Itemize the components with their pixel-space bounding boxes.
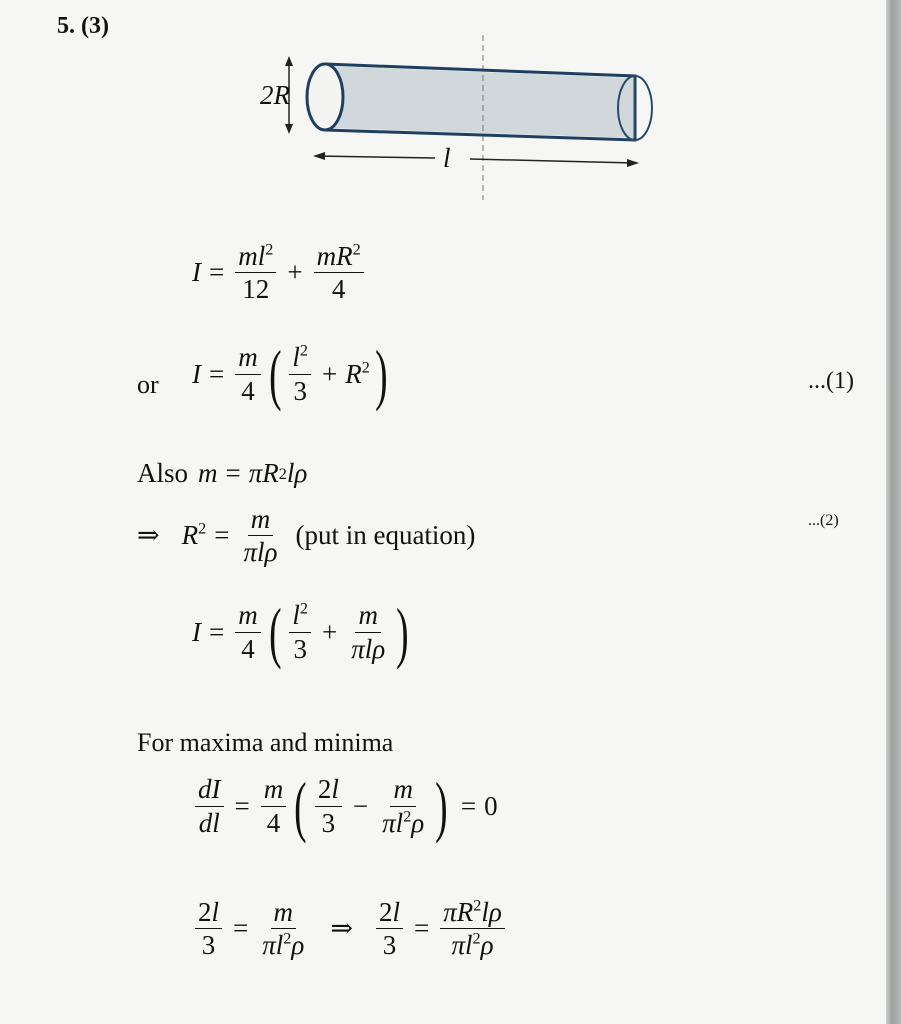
problem-number: 5. (3)	[57, 13, 109, 39]
page-edge-shadow	[886, 0, 901, 1024]
cylinder-left-end	[307, 64, 343, 130]
cylinder-figure	[255, 30, 675, 205]
equation-1: I = $\frac{m}{4}$ ( $\frac{l^2}{3}$ + $R^2$ )	[192, 336, 388, 412]
or-label: or	[137, 370, 159, 399]
equation-final: $\frac{2l}{3}$ = $\frac{m}{\pi l^2\rho}$ ⇒ $\frac{2l}{3}$ = $\frac{\pi R^2l\rho}{\pi l^2\rho}$	[192, 898, 508, 960]
equation-2: ⇒ $R^2$ = $\frac{m}{\text{πlρ}}$ (put in equation)	[137, 504, 476, 568]
equation-derivative: $\frac{dI}{dl}$ = $\frac{m}{4}$ ( $\frac{2l}{3}$ − $\frac{m}{\pi l^2\rho}$ ) = 0	[192, 772, 498, 840]
equation-tag-2: ...(2)	[808, 512, 839, 529]
equation-moment-of-inertia: I = $\frac{ml^2}{12}$ + $\frac{mR^2}{4}$	[192, 242, 367, 304]
maxima-minima-heading: For maxima and minima	[137, 728, 394, 757]
length-arrow-right	[470, 159, 635, 163]
diameter-label: 2R	[260, 80, 290, 110]
length-label: l	[443, 143, 451, 173]
equation-mass: Also m = π R 2 l ρ	[137, 458, 308, 488]
equation-substituted: I = $\frac{m}{4}$ ( $\frac{l^2}{3}$ + $\frac{m}{\text{πlρ}}$ )	[192, 594, 409, 670]
length-arrow-left	[317, 156, 435, 158]
cylinder-shade	[325, 66, 635, 138]
equation-tag-1: ...(1)	[808, 368, 854, 394]
